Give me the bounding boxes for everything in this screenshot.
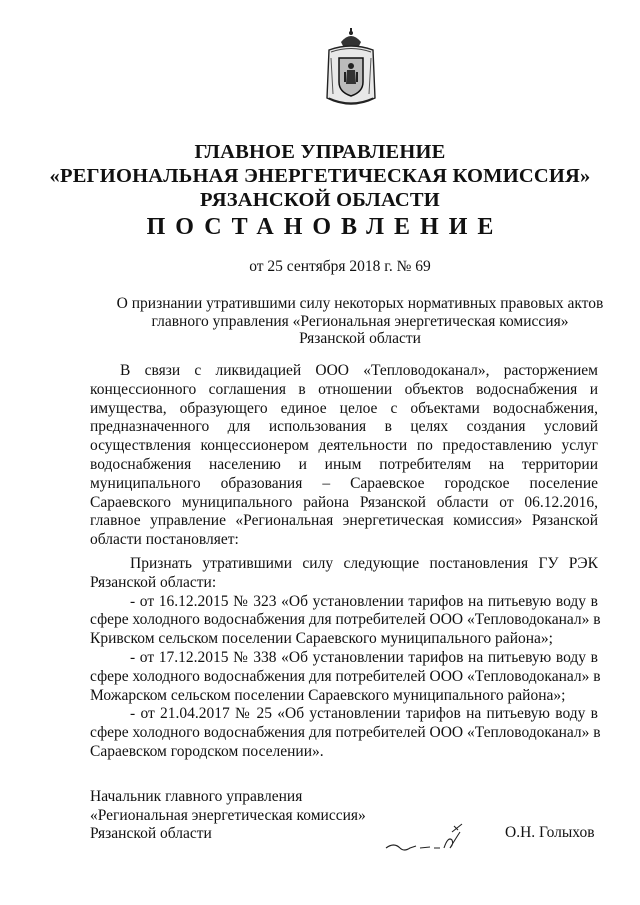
position-line: «Региональная энергетическая комиссия» <box>90 806 366 824</box>
decision-line: Рязанской области: <box>90 573 217 591</box>
org-title-line-2: «РЕГИОНАЛЬНАЯ ЭНЕРГЕТИЧЕСКАЯ КОМИССИЯ» <box>49 165 591 187</box>
position-line: Рязанской области <box>90 825 212 842</box>
decision-line: Сараевском городском поселении». <box>90 742 324 760</box>
preamble-line: имущества, образующего единое целое с объектами водоснабжения, <box>90 399 598 417</box>
subject-line: О признании утратившими силу некоторых нормативных правовых актов <box>116 295 604 312</box>
preamble-line: водоснабжения населению и иным потребителям на территории <box>90 455 598 473</box>
preamble-line: предназначенного для использования в целях создания условий <box>90 418 598 436</box>
signatory-position <box>90 788 366 844</box>
decision-line: Признать утратившими силу следующие постановления ГУ РЭК <box>130 555 598 572</box>
preamble-line: Сараевского муниципального района Рязанской области от 06.12.2016, <box>90 493 598 511</box>
decision-line: сфере холодного водоснабжения для потребителей ООО «Тепловодоканал» в <box>90 724 601 742</box>
decision-paragraph <box>90 555 601 762</box>
coat-of-arms-emblem <box>323 28 379 110</box>
subject-line: Рязанской области <box>299 330 421 347</box>
preamble-line: области постановляет: <box>90 531 239 549</box>
decision-line: Кривском сельском поселении Сараевского муниципального района»; <box>90 630 553 648</box>
org-title-line-1: ГЛАВНОЕ УПРАВЛЕНИЕ <box>194 141 446 163</box>
org-title-line-3: РЯЗАНСКОЙ ОБЛАСТИ <box>200 189 440 211</box>
decision-line: - от 17.12.2015 № 338 «Об установлении тарифов на питьевую воду в <box>130 648 598 666</box>
decision-line: - от 16.12.2015 № 323 «Об установлении тарифов на питьевую воду в <box>130 592 598 610</box>
preamble-line: муниципального образования – Сараевское городское поселение <box>90 474 598 492</box>
handwritten-signature <box>382 818 468 862</box>
preamble-paragraph <box>90 362 598 550</box>
document-type: ПОСТАНОВЛЕНИЕ <box>146 214 504 240</box>
subject-line: главного управления «Региональная энергетическая комиссия» <box>151 312 569 330</box>
document-subject <box>100 295 620 348</box>
decision-line: - от 21.04.2017 № 25 «Об установлении тарифов на питьевую воду в <box>130 705 598 723</box>
document-date-number: от 25 сентября 2018 г. № 69 <box>249 258 431 275</box>
decision-line: сфере холодного водоснабжения для потребителей ООО «Тепловодоканал» в <box>90 611 601 629</box>
signatory-name: О.Н. Голыхов <box>505 824 595 841</box>
preamble-line: концессионного соглашения в отношении объектов водоснабжения и <box>90 380 598 398</box>
preamble-line: В связи с ликвидацией ООО «Тепловодоканал», расторжением <box>120 362 598 379</box>
decision-line: Можарском сельском поселении Сараевского муниципального района»; <box>90 686 566 704</box>
decision-line: сфере холодного водоснабжения для потребителей ООО «Тепловодоканал» в <box>90 667 601 685</box>
position-line: Начальник главного управления <box>90 788 303 805</box>
preamble-line: главное управление «Региональная энергетическая комиссия» Рязанской <box>90 512 598 530</box>
preamble-line: осуществления концессионером деятельности по предоставлению услуг <box>90 437 598 455</box>
